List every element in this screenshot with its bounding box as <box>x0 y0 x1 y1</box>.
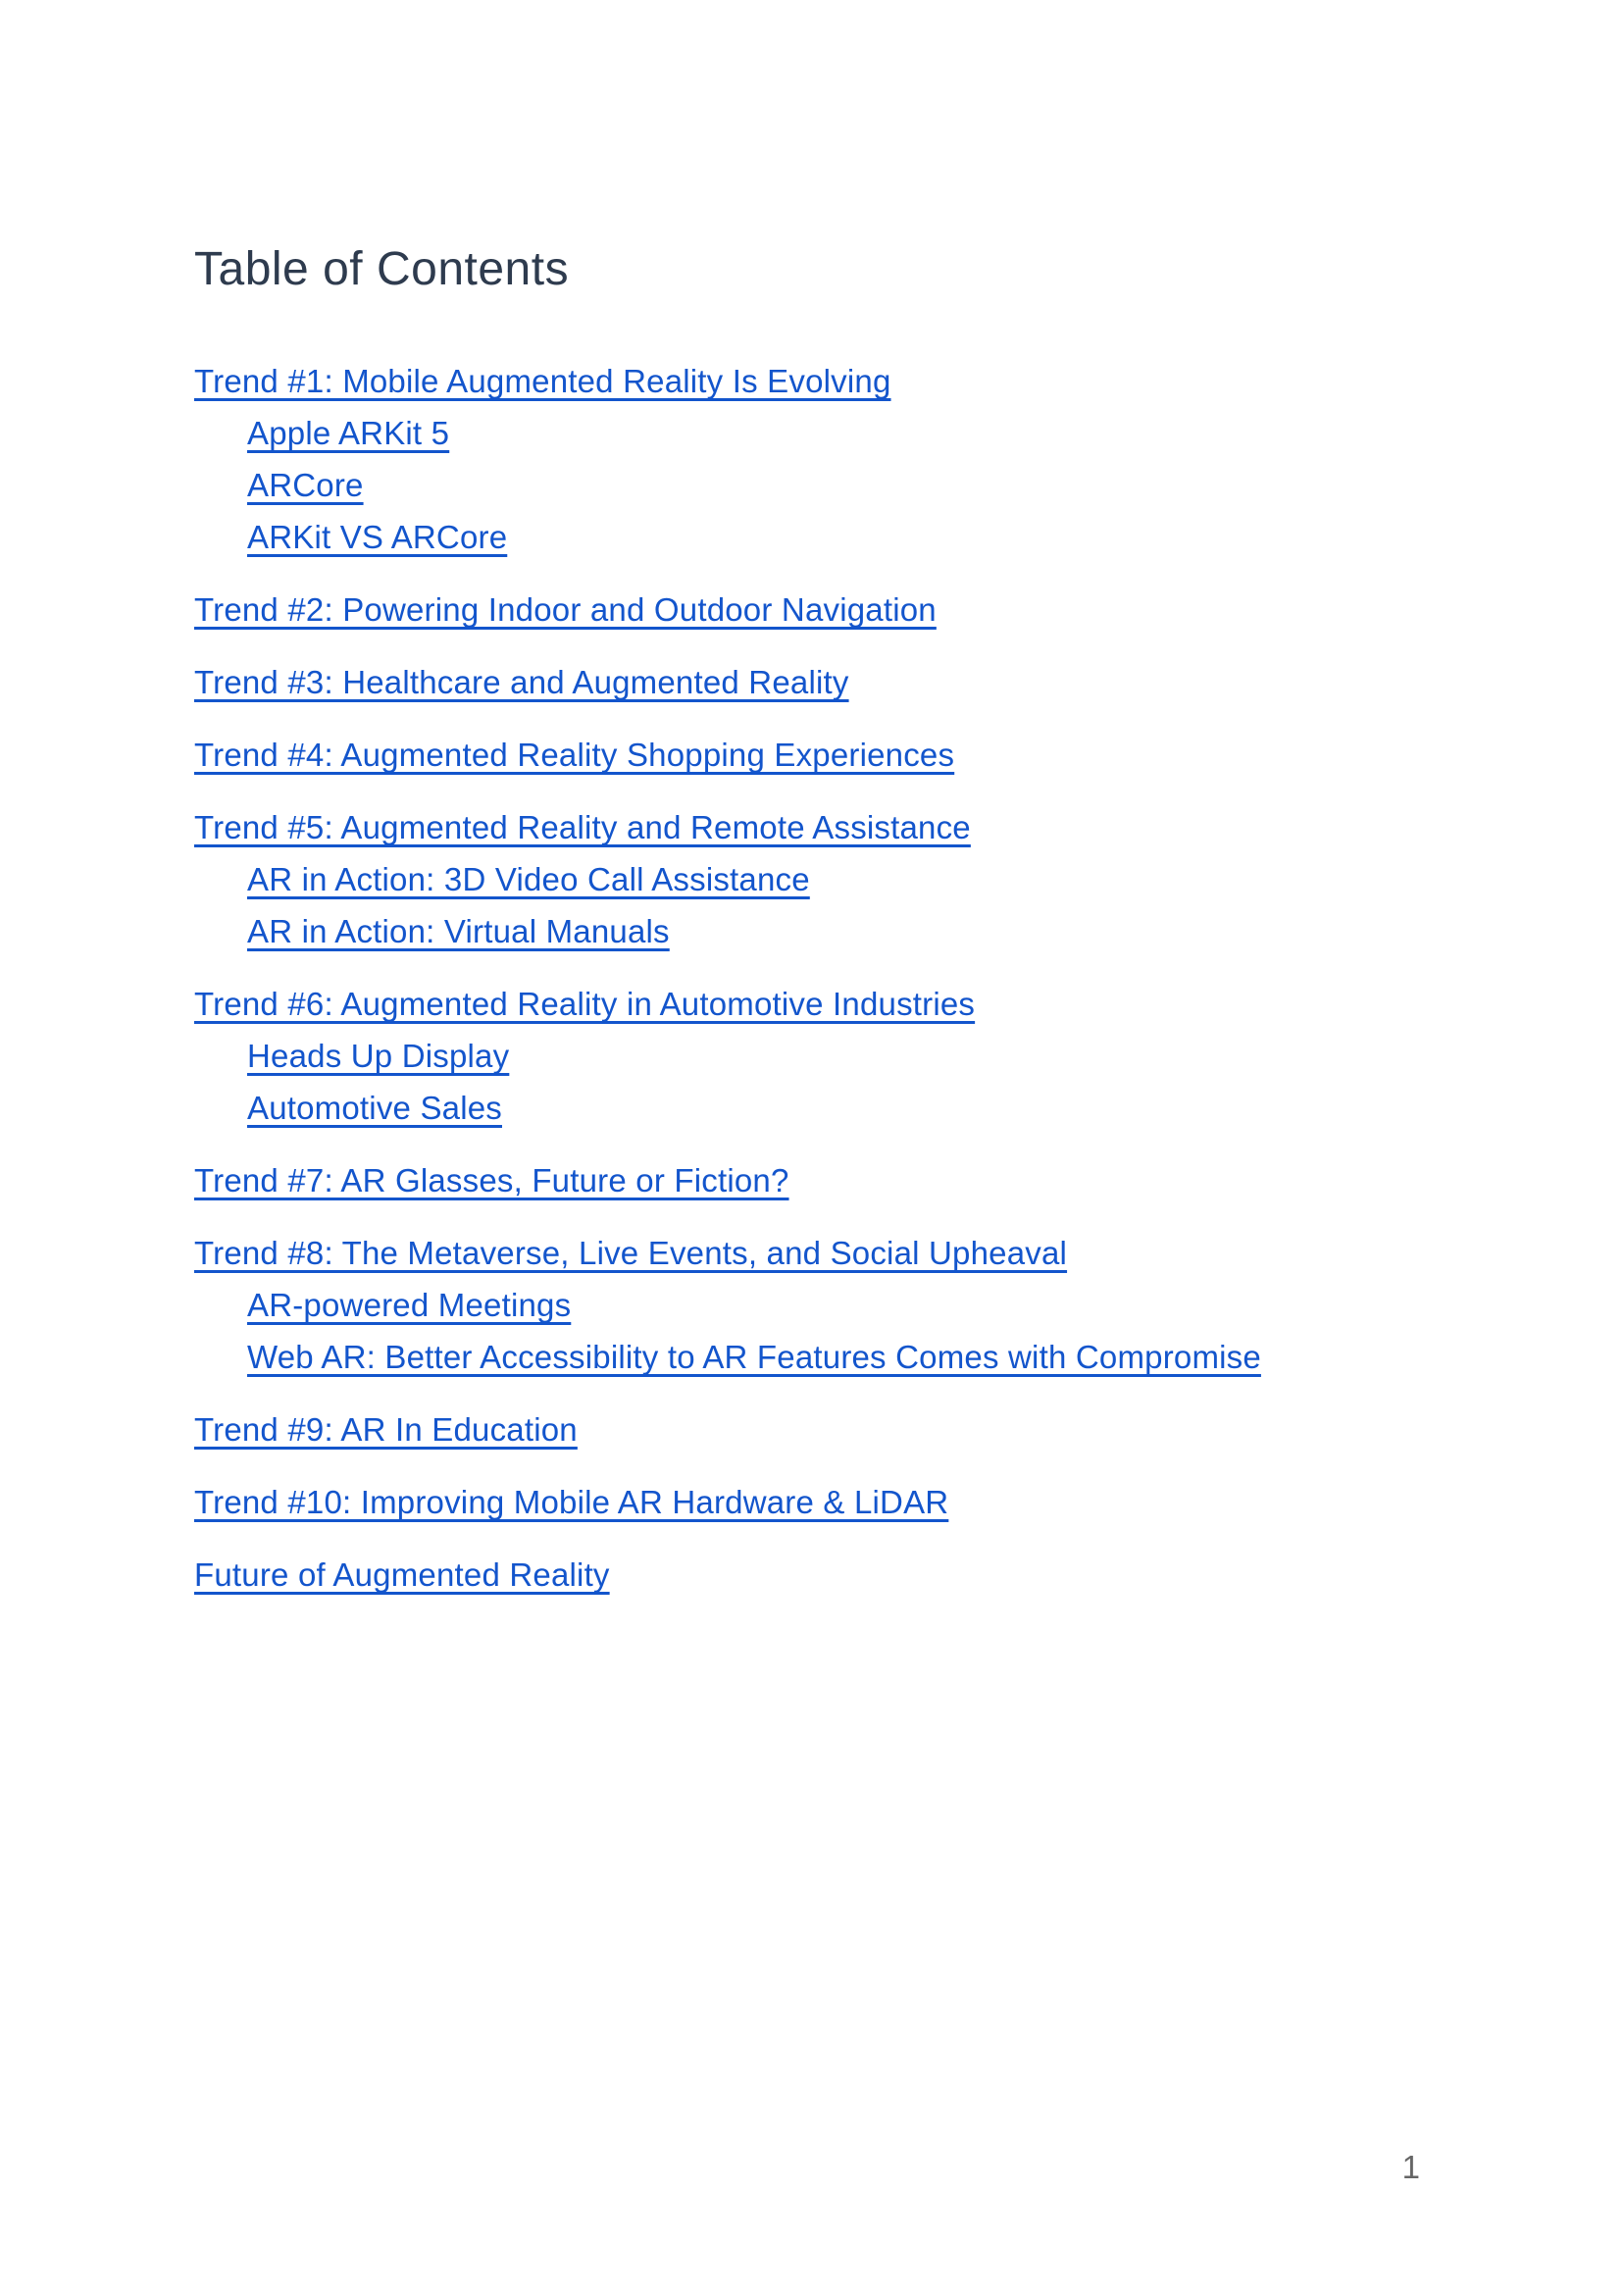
toc-entry-link[interactable]: Trend #8: The Metaverse, Live Events, and Social Upheaval <box>194 1235 1068 1271</box>
toc-entry-link[interactable]: AR-powered Meetings <box>247 1287 572 1323</box>
toc-list <box>194 362 1428 1595</box>
toc-entry-link[interactable]: Web AR: Better Accessibility to AR Features Comes with Compromise <box>247 1339 1261 1375</box>
toc-entry-link[interactable]: AR in Action: Virtual Manuals <box>247 913 670 949</box>
toc-entry-link[interactable]: AR in Action: 3D Video Call Assistance <box>247 861 810 897</box>
toc-entry-link[interactable]: Trend #2: Powering Indoor and Outdoor Navigation <box>194 591 937 628</box>
toc-entry-link[interactable]: Trend #5: Augmented Reality and Remote Assistance <box>194 809 971 845</box>
toc-entry-link[interactable]: Apple ARKit 5 <box>247 415 450 451</box>
toc-entry-link[interactable]: ARKit VS ARCore <box>247 519 508 555</box>
toc-entry-link[interactable]: ARCore <box>247 467 364 503</box>
toc-entry-link[interactable]: Heads Up Display <box>247 1038 510 1074</box>
toc-entry-link[interactable]: Future of Augmented Reality <box>194 1556 610 1593</box>
toc-entry-link[interactable]: Trend #7: AR Glasses, Future or Fiction? <box>194 1162 789 1198</box>
toc-entry-link[interactable]: Trend #4: Augmented Reality Shopping Experiences <box>194 737 955 773</box>
toc-entry-link[interactable]: Trend #3: Healthcare and Augmented Reality <box>194 664 849 700</box>
toc-entry-link[interactable]: Trend #1: Mobile Augmented Reality Is Evolving <box>194 363 891 399</box>
page-title: Table of Contents <box>194 243 570 295</box>
toc-entry-link[interactable]: Trend #6: Augmented Reality in Automotive Industries <box>194 986 976 1022</box>
page-number: 1 <box>1401 2149 1420 2185</box>
toc-entry-link[interactable]: Automotive Sales <box>247 1090 502 1126</box>
toc-entry-link[interactable]: Trend #9: AR In Education <box>194 1411 578 1448</box>
toc-entry-link[interactable]: Trend #10: Improving Mobile AR Hardware & LiDAR <box>194 1484 949 1520</box>
